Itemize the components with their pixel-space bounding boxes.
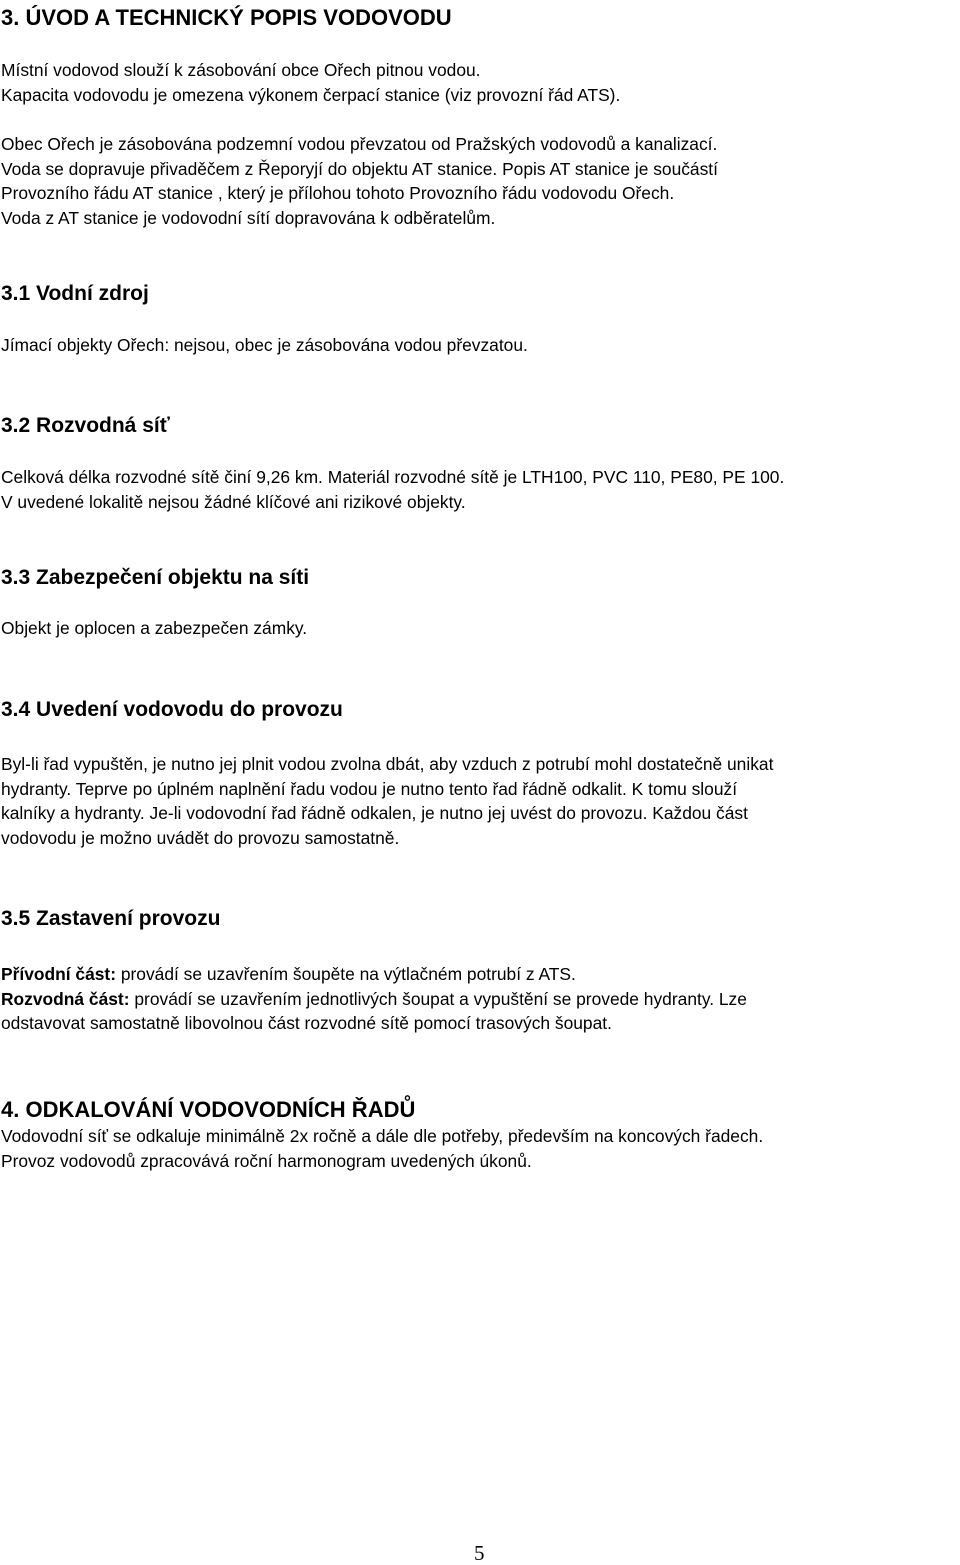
section-3-5-paragraph xyxy=(1,962,747,1036)
chapter-3-intro-paragraph xyxy=(1,58,620,107)
section-3-4-heading: 3.4 Uvedení vodovodu do provozu xyxy=(1,698,343,721)
section-3-3-paragraph xyxy=(1,616,307,641)
paragraph-line: hydranty. Teprve po úplném naplnění řadu vodou je nutno tento řad řádně odkalit. K tomu slouží xyxy=(1,778,738,799)
paragraph-line: Místní vodovod slouží k zásobování obce Ořech pitnou vodou. xyxy=(1,60,481,80)
section-3-1-paragraph xyxy=(1,333,528,358)
page-number: 5 xyxy=(474,1541,485,1565)
paragraph-line: Celková délka rozvodné sítě činí 9,26 km. Materiál rozvodné sítě je LTH100, PVC 110, PE80, PE 100. xyxy=(1,467,785,487)
chapter-3-water-source-paragraph xyxy=(1,132,718,230)
network-part-label: Rozvodná část: xyxy=(1,988,130,1009)
section-3-4-paragraph xyxy=(1,752,773,850)
chapter-4-paragraph xyxy=(1,1124,763,1173)
paragraph-line: Obec Ořech je zásobována podzemní vodou převzatou od Pražských vodovodů a kanalizací. xyxy=(1,134,718,154)
paragraph-line: kalníky a hydranty. Je-li vodovodní řad řádně odkalen, je nutno jej uvést do provozu. Každou část xyxy=(1,803,748,824)
paragraph-line xyxy=(1,962,747,987)
paragraph-line: Voda z AT stanice je vodovodní sítí dopravována k odběratelům. xyxy=(1,207,496,228)
section-3-2-heading: 3.2 Rozvodná síť xyxy=(1,414,170,437)
paragraph-line: vodovodu je možno uvádět do provozu samostatně. xyxy=(1,827,400,848)
section-3-2-paragraph xyxy=(1,465,784,514)
paragraph-line: Voda se dopravuje přivaděčem z Řeporyjí do objektu AT stanice. Popis AT stanice je součástí xyxy=(1,158,718,179)
paragraph-line: V uvedené lokalitě nejsou žádné klíčové ani rizikové objekty. xyxy=(1,491,466,512)
section-3-5-heading: 3.5 Zastavení provozu xyxy=(1,907,221,930)
supply-part-label: Přívodní část: xyxy=(1,964,117,984)
paragraph-line: Jímací objekty Ořech: nejsou, obec je zásobována vodou převzatou. xyxy=(1,335,528,355)
paragraph-line: Byl-li řad vypuštěn, je nutno jej plnit vodou zvolna dbát, aby vzduch z potrubí mohl dostatečně unikat xyxy=(1,754,774,774)
section-3-1-heading: 3.1 Vodní zdroj xyxy=(1,282,149,305)
chapter-3-heading: 3. ÚVOD A TECHNICKÝ POPIS VODOVODU xyxy=(1,5,452,30)
paragraph-line: Provozního řádu AT stanice , který je přílohou tohoto Provozního řádu vodovodu Ořech. xyxy=(1,183,675,204)
paragraph-line: Kapacita vodovodu je omezena výkonem čerpací stanice (viz provozní řád ATS). xyxy=(1,84,621,105)
section-3-3-heading: 3.3 Zabezpečení objektu na síti xyxy=(1,566,310,589)
paragraph-line: Vodovodní síť se odkaluje minimálně 2x ročně a dále dle potřeby, především na koncových řadech. xyxy=(1,1126,764,1146)
paragraph-line: Objekt je oplocen a zabezpečen zámky. xyxy=(1,618,308,638)
chapter-4-heading: 4. ODKALOVÁNÍ VODOVODNÍCH ŘADŮ xyxy=(1,1097,416,1122)
paragraph-line xyxy=(1,987,747,1012)
paragraph-line: Provoz vodovodů zpracovává roční harmonogram uvedených úkonů. xyxy=(1,1150,532,1171)
supply-part-text: provádí se uzavřením šoupěte na výtlačném potrubí z ATS. xyxy=(116,964,576,984)
paragraph-line: odstavovat samostatně libovolnou část rozvodné sítě pomocí trasových šoupat. xyxy=(1,1013,612,1034)
network-part-text: provádí se uzavřením jednotlivých šoupat a vypuštění se provede hydranty. Lze xyxy=(129,988,747,1009)
